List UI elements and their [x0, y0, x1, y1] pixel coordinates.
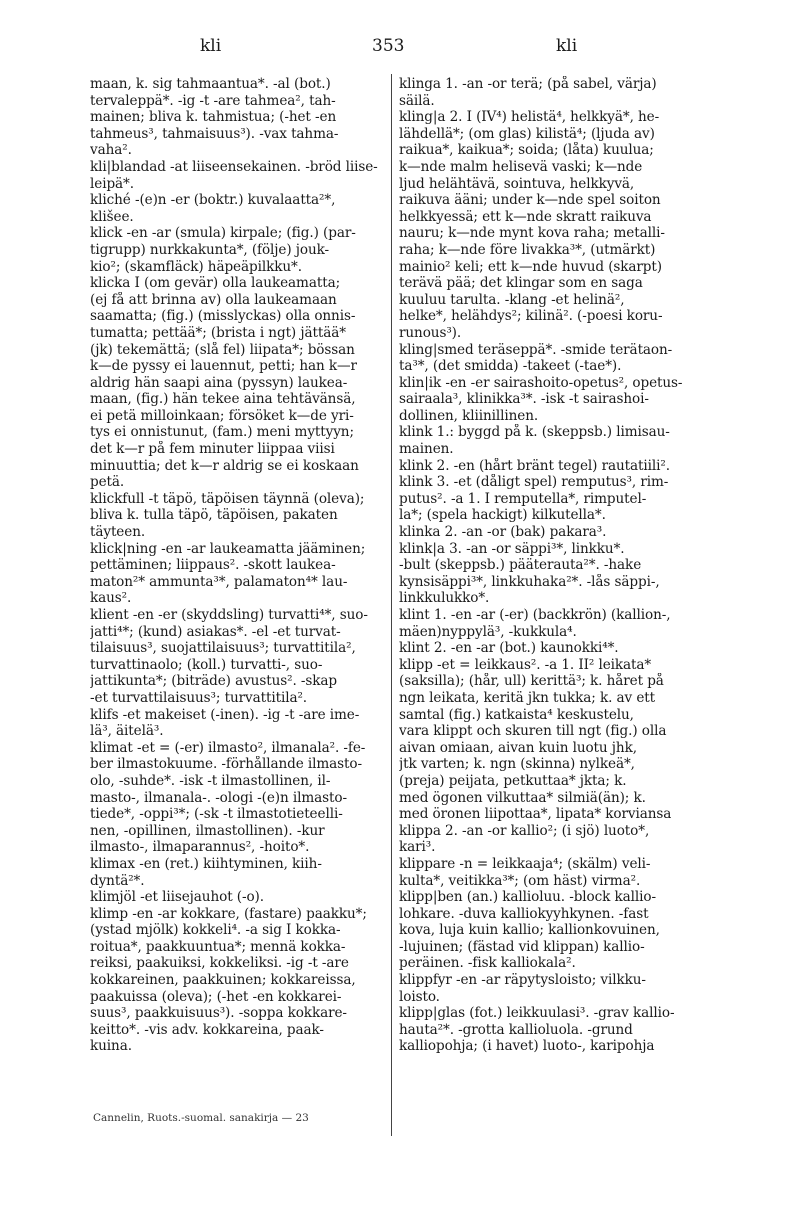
dictionary-line: -lujuinen; (fästad vid klippan) kallio- — [399, 938, 645, 955]
dictionary-line: mainen; bliva k. tahmistua; (-het -en — [90, 109, 337, 126]
dictionary-line: ilmasto-, ilmaparannus², -hoito*. — [90, 839, 310, 856]
dictionary-line: paakuissa (oleva); (-het -en kokkarei- — [90, 988, 342, 1005]
page-footer: Cannelin, Ruots.-suomal. sanakirja — 23 — [93, 1112, 309, 1124]
dictionary-line: klišee. — [90, 208, 134, 225]
dictionary-line: klipp|glas (fot.) leikkuulasi³. -grav kallio- — [399, 1005, 675, 1022]
dictionary-line: mainio² keli; ett k—nde huvud (skarpt) — [399, 258, 662, 275]
dictionary-line: med ögonen vilkuttaa* silmiä(än); k. — [399, 789, 646, 806]
dictionary-line: kynsisäppi³*, linkkuhaka²*. -lås säppi-, — [399, 573, 660, 590]
dictionary-line: samtal (fig.) katkaista⁴ keskustelu, — [399, 706, 634, 723]
dictionary-line: tahmeus³, tahmaisuus³). -vax tahma- — [90, 125, 339, 142]
dictionary-line: klink 2. -en (hårt bränt tegel) rautatiili². — [399, 457, 670, 474]
dictionary-line: hauta²*. -grotta kallioluola. -grund — [399, 1021, 633, 1038]
dictionary-line: terävä pää; det klingar som en saga — [399, 275, 643, 292]
dictionary-line: klin|ik -en -er sairashoito-opetus², opetus- — [399, 374, 683, 391]
dictionary-line: klipp -et = leikkaus². -a 1. II² leikata* — [399, 656, 652, 673]
dictionary-line: klick|ning -en -ar laukeamatta jääminen; — [90, 540, 366, 557]
dictionary-line: suus³, paakkuisuus³). -soppa kokkare- — [90, 1005, 347, 1022]
dictionary-line: säilä. — [399, 92, 435, 109]
dictionary-line: maan, k. sig tahmaantua*. -al (bot.) — [90, 76, 331, 92]
dictionary-line: tigrupp) nurkkakunta*, (följe) jouk- — [90, 241, 330, 258]
dictionary-line: runous³). — [399, 324, 462, 341]
dictionary-line: olo, -suhde*. -isk -t ilmastollinen, il- — [90, 772, 331, 789]
dictionary-line: tiede*, -oppi³*; (-sk -t ilmastotieteelli- — [90, 806, 343, 823]
dictionary-line: kulta*, veitikka³*; (om häst) virma². — [399, 872, 641, 889]
dictionary-line: helkkyessä; ett k—nde skratt raikuva — [399, 208, 652, 225]
header-right-guideword: kli — [556, 36, 578, 56]
dictionary-line: linkkulukko*. — [399, 590, 490, 607]
dictionary-line: täyteen. — [90, 524, 146, 541]
dictionary-line: peräinen. -fisk kalliokala². — [399, 955, 576, 972]
dictionary-line: aldrig hän saapi aina (pyssyn) laukea- — [90, 374, 348, 391]
dictionary-line: -bult (skeppsb.) pääterauta²*. -hake — [399, 557, 642, 574]
dictionary-line: (jk) tekemättä; (slå fel) liipata*; bössan — [90, 341, 355, 358]
dictionary-line: klinga 1. -an -or terä; (på sabel, värja) — [399, 76, 657, 92]
dictionary-line: det k—r på fem minuter liippaa viisi — [90, 441, 335, 458]
dictionary-line: loisto. — [399, 988, 440, 1005]
dictionary-line: k—nde malm helisevä vaski; k—nde — [399, 158, 643, 175]
dictionary-line: ljud helähtävä, sointuva, helkkyvä, — [399, 175, 635, 192]
dictionary-line: nen, -opillinen, ilmastollinen). -kur — [90, 822, 325, 839]
dictionary-line: klimjöl -et liisejauhot (-o). — [90, 889, 264, 906]
dictionary-line: tys ei onnistunut, (fam.) meni myttyyn; — [90, 424, 354, 441]
dictionary-line: maton²* ammunta³*, palamaton⁴* lau- — [90, 573, 348, 590]
dictionary-line: klink 1.: byggd på k. (skeppsb.) limisau- — [399, 424, 670, 441]
dictionary-line: la*; (spela hackigt) kilkutella*. — [399, 507, 606, 524]
dictionary-line: jatti⁴*; (kund) asiakas*. -el -et turvat- — [90, 623, 341, 640]
dictionary-line: -et turvattilaisuus³; turvattitila². — [90, 689, 308, 706]
dictionary-line: maan, (fig.) hän tekee aina tehtävänsä, — [90, 391, 356, 408]
dictionary-line: klint 1. -en -ar (-er) (backkrön) (kallion-, — [399, 607, 671, 623]
dictionary-line: kling|smed teräseppä*. -smide terätaon- — [399, 341, 673, 358]
dictionary-line: bliva k. tulla täpö, täpöisen, pakaten — [90, 507, 338, 524]
dictionary-line: kova, luja kuin kallio; kallionkovuinen, — [399, 922, 660, 939]
dictionary-line: kaus². — [90, 590, 132, 607]
dictionary-line: kliché -(e)n -er (boktr.) kuvalaatta²*, — [90, 192, 336, 209]
dictionary-line: mäen)nyppylä³, -kukkula⁴. — [399, 623, 577, 640]
dictionary-line: klink 3. -et (dåligt spel) remputus³, rim- — [399, 474, 669, 491]
dictionary-line: (ystad mjölk) kokkeli⁴. -a sig I kokka- — [90, 922, 341, 939]
dictionary-line: putus². -a 1. I remputella*, rimputel- — [399, 490, 647, 507]
dictionary-line: helke*, helähdys²; kilinä². (-poesi koru- — [399, 308, 663, 325]
dictionary-line: raha; k—nde före livakka³*, (utmärkt) — [399, 241, 656, 258]
dictionary-line: dollinen, kliinillinen. — [399, 407, 539, 424]
dictionary-line: klippa 2. -an -or kallio²; (i sjö) luoto*, — [399, 822, 650, 839]
dictionary-line: kokkareinen, paakkuinen; kokkareissa, — [90, 972, 356, 989]
dictionary-line: nauru; k—nde mynt kova raha; metalli- — [399, 225, 665, 242]
dictionary-line: klipp|ben (an.) kallioluu. -block kallio- — [399, 889, 656, 906]
dictionary-line: kalliopohja; (i havet) luoto-, karipohja — [399, 1038, 655, 1055]
dictionary-line: (saksilla); (hår, ull) kerittä³; k. håret på — [399, 673, 664, 690]
dictionary-line: petä. — [90, 474, 125, 491]
column-divider — [391, 74, 392, 1136]
dictionary-line: klint 2. -en -ar (bot.) kaunokki⁴*. — [399, 640, 619, 657]
dictionary-line: med öronen liipottaa*, lipata* korviansa — [399, 806, 672, 823]
dictionary-line: keitto*. -vis adv. kokkareina, paak- — [90, 1021, 324, 1038]
dictionary-line: tumatta; pettää*; (brista i ngt) jättää* — [90, 324, 346, 341]
dictionary-line: (ej få att brinna av) olla laukeamaan — [90, 291, 337, 308]
dictionary-line: klicka I (om gevär) olla laukeamatta; — [90, 275, 341, 292]
dictionary-line: klimat -et = (-er) ilmasto², ilmanala². -fe- — [90, 739, 366, 756]
dictionary-line: kuina. — [90, 1038, 132, 1055]
dictionary-line: aivan omiaan, aivan kuin luotu jhk, — [399, 739, 637, 756]
dictionary-line: klient -en -er (skyddsling) turvatti⁴*, suo- — [90, 607, 368, 623]
dictionary-line: (preja) peijata, petkuttaa* jkta; k. — [399, 772, 627, 789]
dictionary-line: raikuva ääni; under k—nde spel soiton — [399, 192, 661, 209]
dictionary-line: vara klippt och skuren till ngt (fig.) olla — [399, 723, 667, 740]
dictionary-line: leipä*. — [90, 175, 134, 192]
dictionary-line: klink|a 3. -an -or säppi³*, linkku*. — [399, 540, 625, 557]
dictionary-line: klimax -en (ret.) kiihtyminen, kiih- — [90, 855, 322, 872]
dictionary-line: klinka 2. -an -or (bak) pakara³. — [399, 524, 607, 541]
page-number: 353 — [372, 36, 405, 56]
dictionary-line: minuuttia; det k—r aldrig se ei koskaan — [90, 457, 359, 474]
dictionary-line: jattikunta*; (biträde) avustus². -skap — [90, 673, 338, 690]
dictionary-line: saamatta; (fig.) (misslyckas) olla onnis- — [90, 308, 356, 325]
dictionary-line: masto-, ilmanala-. -ologi -(e)n ilmasto- — [90, 789, 347, 806]
dictionary-line: klippfyr -en -ar räpytysloisto; vilkku- — [399, 972, 646, 989]
dictionary-line: lohkare. -duva kalliokyyhkynen. -fast — [399, 905, 649, 922]
dictionary-line: klick -en -ar (smula) kirpale; (fig.) (par- — [90, 225, 356, 242]
dictionary-line: klippare -n = leikkaaja⁴; (skälm) veli- — [399, 855, 651, 872]
dictionary-line: ngn leikata, keritä jkn tukka; k. av ett — [399, 689, 656, 706]
dictionary-line: kling|a 2. I (IV⁴) helistä⁴, helkkyä*, he- — [399, 109, 660, 126]
dictionary-line: ei petä milloinkaan; försöket k—de yri- — [90, 407, 354, 424]
dictionary-line: klickfull -t täpö, täpöisen täynnä (oleva); — [90, 490, 365, 507]
dictionary-line: tilaisuus³, suojattilaisuus³; turvattitila², — [90, 640, 356, 657]
dictionary-line: klifs -et makeiset (-inen). -ig -t -are ime- — [90, 706, 360, 723]
dictionary-line: kli|blandad -at liiseensekainen. -bröd liise- — [90, 158, 378, 175]
page-header — [0, 36, 808, 60]
dictionary-line: k—de pyssy ei lauennut, petti; han k—r — [90, 358, 357, 375]
dictionary-line: kari³. — [399, 839, 436, 856]
dictionary-line: turvattinaolo; (koll.) turvatti-, suo- — [90, 656, 323, 673]
dictionary-line: raikua*, kaikua*; soida; (låta) kuulua; — [399, 142, 654, 159]
dictionary-line: kio²; (skamfläck) häpeäpilkku*. — [90, 258, 302, 275]
dictionary-line: vaha². — [90, 142, 132, 159]
dictionary-line: mainen. — [399, 441, 454, 458]
right-column — [399, 76, 731, 1055]
dictionary-line: roitua*, paakkuuntua*; mennä kokka- — [90, 938, 346, 955]
dictionary-line: kuuluu tarulta. -klang -et helinä², — [399, 291, 625, 308]
dictionary-line: jtk varten; k. ngn (skinna) nylkeä*, — [399, 756, 635, 773]
dictionary-line: dyntä²*. — [90, 872, 145, 889]
dictionary-line: lähdellä*; (om glas) kilistä⁴; (ljuda av) — [399, 125, 655, 142]
dictionary-line: ber ilmastokuume. -förhållande ilmasto- — [90, 756, 362, 773]
dictionary-line: lä³, äitelä³. — [90, 723, 164, 740]
header-left-guideword: kli — [200, 36, 222, 56]
left-column — [90, 76, 386, 1055]
dictionary-line: reiksi, paakuiksi, kokkeliksi. -ig -t -are — [90, 955, 349, 972]
dictionary-line: ta³*, (det smidda) -takeet (-tae*). — [399, 358, 622, 375]
dictionary-line: klimp -en -ar kokkare, (fastare) paakku*; — [90, 905, 367, 922]
dictionary-line: pettäminen; liippaus². -skott laukea- — [90, 557, 336, 574]
dictionary-line: sairaala³, klinikka³*. -isk -t sairashoi- — [399, 391, 649, 408]
dictionary-line: tervaleppä*. -ig -t -are tahmea², tah- — [90, 92, 336, 109]
